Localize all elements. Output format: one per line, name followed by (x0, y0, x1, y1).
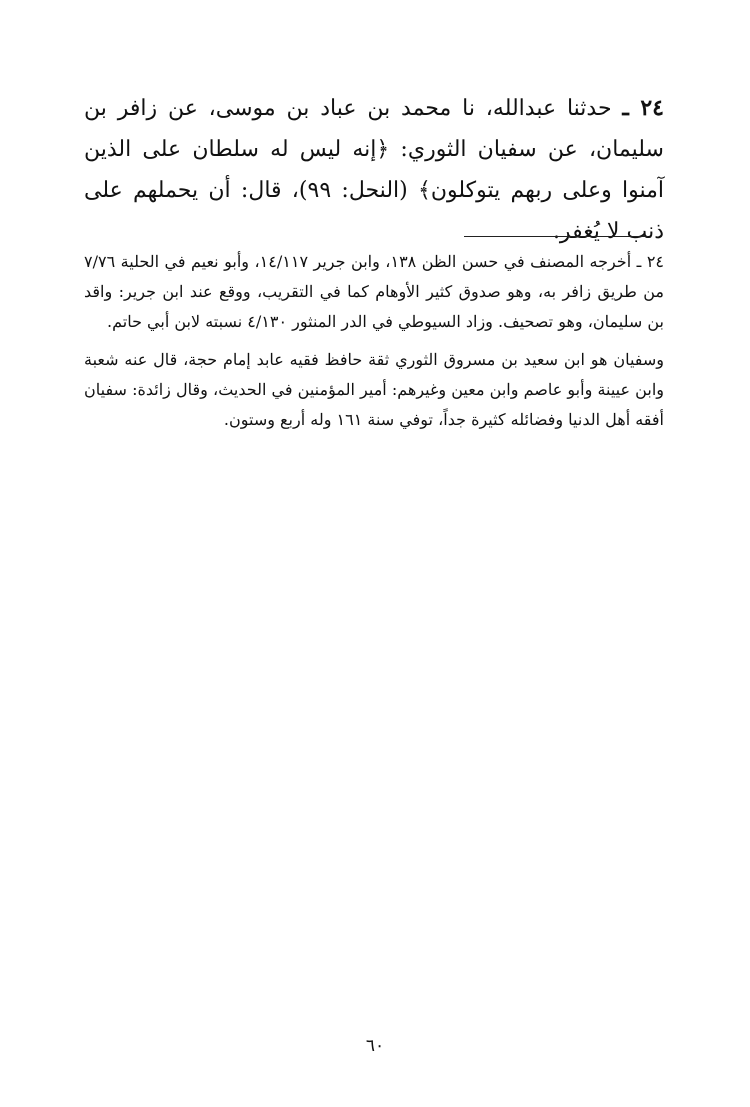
footnote-number: ٢٤ ـ (636, 252, 665, 271)
footnote-text: أخرجه المصنف في حسن الظن ١٣٨، وابن جرير ١٤/١١٧، وأبو نعيم في الحلية ٧/٧٦ من طريق زافر به، وهو صدوق كثير الأوهام كما في التقريب، ووقع عند ابن جرير: واقد بن سليمان، وهو تصحيف. وزاد السيوطي في الدر المنثور ٤/١٣٠ نسبته لابن أبي حاتم. (84, 252, 664, 331)
footnote-separator (464, 236, 648, 237)
narration-number: ٢٤ ـ (622, 95, 664, 121)
footnote-note: وسفيان هو ابن سعيد بن مسروق الثوري ثقة حافظ فقيه عابد إمام حجة، قال عنه شعبة وابن عيينة وأبو عاصم وابن معين وغيرهم: أمير المؤمنين في الحديث، وقال زائدة: سفيان أفقه أهل الدنيا وفضائله كثيرة جداً، توفي سنة ١٦١ وله أربع وستون. (84, 350, 664, 429)
narration-text: حدثنا عبدالله، نا محمد بن عباد بن موسى، عن زافر بن سليمان، عن سفيان الثوري: ﴿إنه ليس له سلطان على الذين آمنوا وعلى ربهم يتوكلون﴾ (النحل: ٩٩)، قال: أن يحملهم على ذنب لا يُغفر. (84, 96, 664, 244)
footnote-paragraph (84, 247, 664, 337)
page-number: ٦٠ (365, 1036, 385, 1056)
footnotes (84, 247, 664, 435)
main-narration (84, 88, 664, 252)
